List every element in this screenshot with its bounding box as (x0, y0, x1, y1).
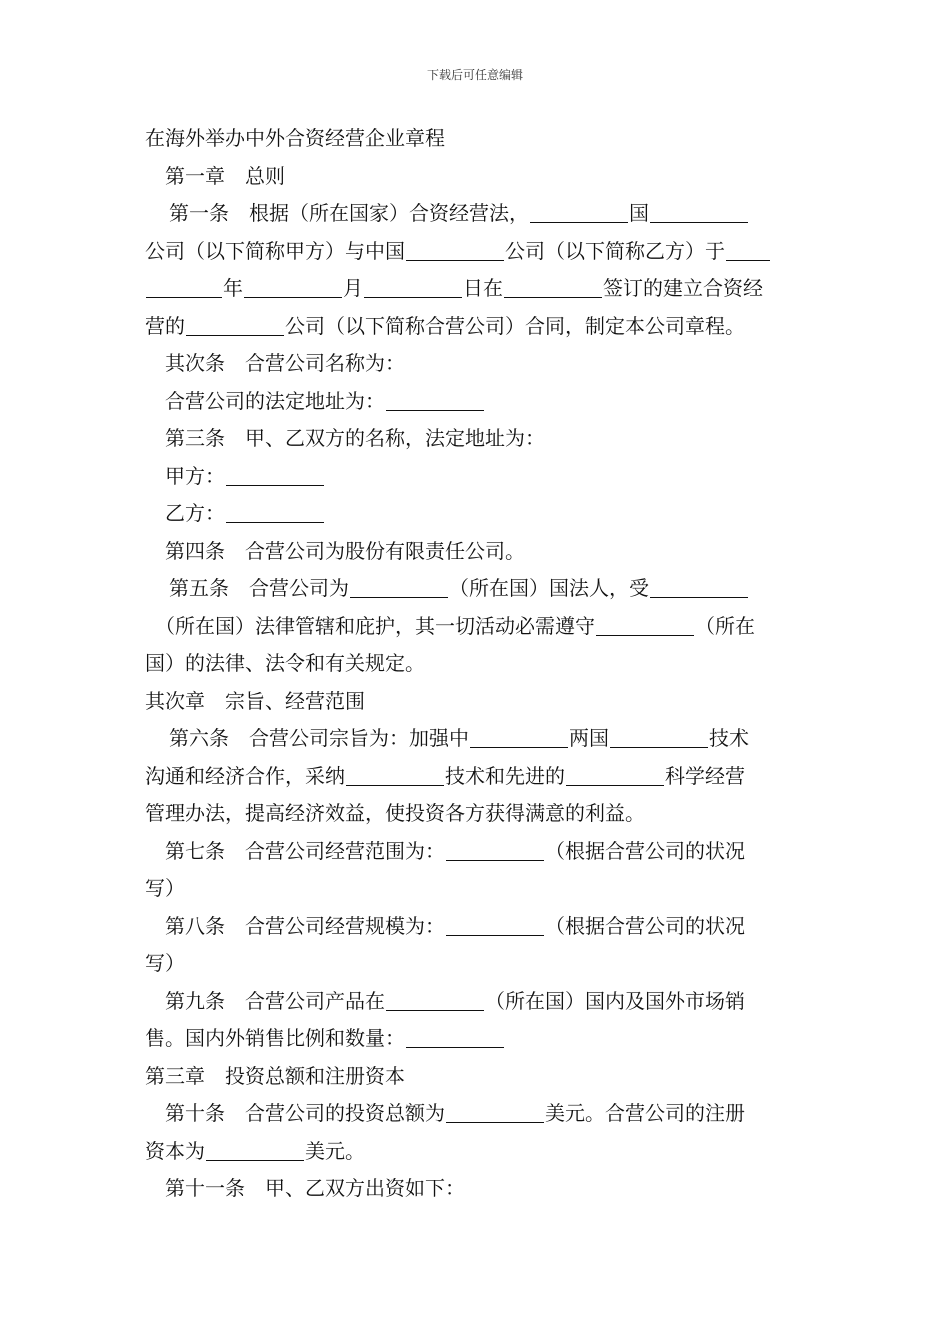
line-text: 第四条 合营公司为股份有限责任公司。 (165, 538, 525, 563)
line-text: 第一章 总则 (165, 163, 285, 188)
document-body (145, 120, 810, 1208)
line-text: 第十条 合营公司的投资总额为 (165, 1101, 445, 1125)
line-text: 日在 (463, 276, 503, 300)
text-line (145, 683, 810, 721)
line-text: 第三条 甲、乙双方的名称，法定地址为： (165, 426, 545, 450)
line-text: 第十一条 甲、乙双方出资如下： (165, 1176, 465, 1200)
line-text: 写） (145, 876, 185, 900)
fill-in-blank (504, 275, 602, 298)
text-line (145, 795, 810, 833)
text-line (145, 533, 810, 571)
fill-in-blank (610, 725, 708, 748)
text-line (145, 308, 810, 346)
fill-in-blank (726, 238, 770, 261)
line-text: 公司（以下简称乙方）于 (505, 238, 725, 263)
line-text: 科学经营 (665, 763, 745, 788)
line-text: 甲方： (165, 463, 225, 488)
line-text: 第八条 合营公司经营规模为： (165, 913, 445, 938)
text-line (145, 458, 810, 496)
text-line (145, 720, 810, 758)
line-text: 沟通和经济合作，采纳 (145, 763, 345, 788)
line-text: 美元。合营公司的注册 (545, 1101, 745, 1125)
text-line (145, 120, 810, 158)
text-line (145, 645, 810, 683)
line-text: 美元。 (305, 1138, 365, 1163)
text-line (145, 1133, 810, 1171)
line-text: 写） (145, 951, 185, 975)
text-line (145, 758, 810, 796)
fill-in-blank (364, 275, 462, 298)
line-text: 国 (629, 201, 649, 225)
line-text: （根据合营公司的状况 (545, 838, 745, 863)
text-line (145, 1095, 810, 1133)
line-text: 乙方： (165, 501, 225, 525)
line-text: 公司（以下简称合营公司）合同，制定本公司章程。 (285, 313, 745, 338)
text-line (145, 833, 810, 871)
fill-in-blank (596, 613, 694, 636)
line-text: 营的 (145, 313, 185, 338)
text-line (145, 195, 810, 233)
fill-in-blank (386, 388, 484, 411)
line-text: （所在国）国内及国外市场销 (485, 988, 745, 1013)
fill-in-blank (346, 763, 444, 786)
text-line (145, 158, 810, 196)
fill-in-blank (446, 913, 544, 936)
page-header: 下载后可任意编辑 (426, 68, 523, 82)
fill-in-blank (650, 575, 748, 598)
line-text: （所在国）国法人，受 (449, 576, 649, 600)
line-text: 其次条 合营公司名称为： (165, 351, 405, 375)
line-text: 资本为 (145, 1138, 205, 1163)
fill-in-blank (350, 575, 448, 598)
line-text: 公司（以下简称甲方）与中国 (145, 238, 405, 263)
line-text: 其次章 宗旨、经营范围 (145, 688, 365, 713)
line-text: 第三章 投资总额和注册资本 (145, 1063, 405, 1088)
fill-in-blank (206, 1138, 304, 1161)
fill-in-blank (470, 725, 568, 748)
line-text: 第七条 合营公司经营范围为： (165, 838, 445, 863)
line-text: 技术 (709, 726, 749, 750)
line-text: （所在国）法律管辖和庇护，其一切活动必需遵守 (155, 613, 595, 638)
fill-in-blank (226, 500, 324, 523)
line-text: 月 (343, 276, 363, 300)
fill-in-blank (386, 988, 484, 1011)
text-line (145, 870, 810, 908)
line-text: 售。国内外销售比例和数量： (145, 1026, 405, 1050)
line-text: （根据合营公司的状况 (545, 913, 745, 938)
text-line (145, 383, 810, 421)
text-line (145, 1020, 810, 1058)
line-text: 管理办法，提高经济效益，使投资各方获得满意的利益。 (145, 801, 645, 825)
text-line (145, 233, 810, 271)
fill-in-blank (530, 200, 628, 223)
line-text: 年 (223, 276, 243, 300)
line-text: 技术和先进的 (445, 763, 565, 788)
text-line (145, 570, 810, 608)
fill-in-blank (650, 200, 748, 223)
fill-in-blank (446, 1100, 544, 1123)
fill-in-blank (406, 238, 504, 261)
line-text: 两国 (569, 726, 609, 750)
line-text: 第五条 合营公司为 (169, 576, 349, 600)
text-line (145, 345, 810, 383)
fill-in-blank (146, 275, 222, 298)
fill-in-blank (446, 838, 544, 861)
fill-in-blank (186, 313, 284, 336)
text-line (145, 1058, 810, 1096)
line-text: 签订的建立合资经 (603, 276, 763, 300)
text-line (145, 1170, 810, 1208)
line-text: 国）的法律、法令和有关规定。 (145, 651, 425, 675)
line-text: （所在 (695, 613, 755, 638)
line-text: 在海外举办中外合资经营企业章程 (145, 126, 445, 150)
line-text: 第一条 根据（所在国家）合资经营法， (169, 201, 529, 225)
text-line (145, 983, 810, 1021)
text-line (145, 908, 810, 946)
text-line (145, 495, 810, 533)
text-line (145, 945, 810, 983)
fill-in-blank (406, 1025, 504, 1048)
line-text: 第六条 合营公司宗旨为：加强中 (169, 726, 469, 750)
fill-in-blank (244, 275, 342, 298)
fill-in-blank (226, 463, 324, 486)
fill-in-blank (566, 763, 664, 786)
text-line (145, 420, 810, 458)
line-text: 第九条 合营公司产品在 (165, 988, 385, 1013)
line-text: 合营公司的法定地址为： (165, 388, 385, 413)
text-line (145, 270, 810, 308)
text-line (145, 608, 810, 646)
